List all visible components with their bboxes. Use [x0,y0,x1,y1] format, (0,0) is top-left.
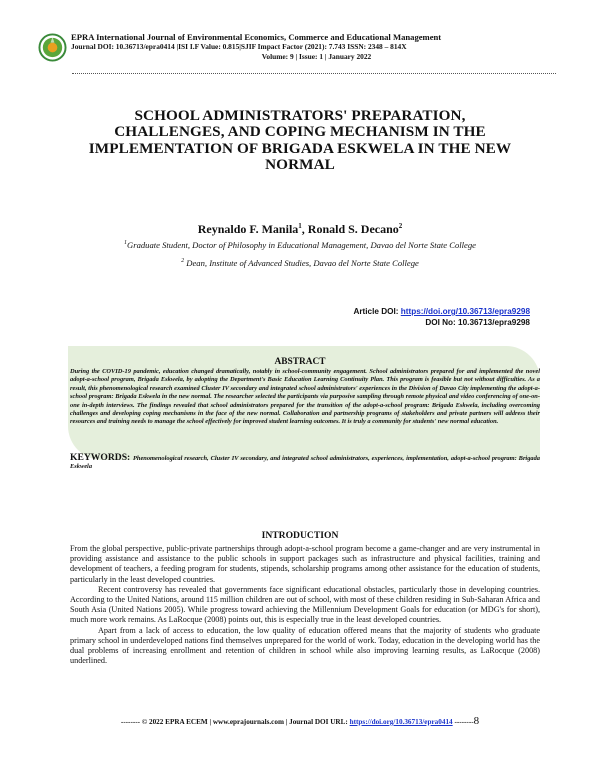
affiliation-text: Dean, Institute of Advanced Studies, Davao del Norte State College [184,258,419,268]
author-line [0,222,600,237]
intro-paragraph: From the global perspective, public-private partnerships through adopt-a-school program become a game-changer and are very instrumental in providing assistance and assistance to the public schools in support packages such as infrastructure and physical facilities, training and development of teachers, a feeding program for students, stipends, scholarship programs among other assistance for the education of students, particularly in the least developed countries. [70,544,540,584]
affiliation-sup: 2 [181,258,185,265]
footer-dashes: -------- [452,718,474,726]
page-footer [0,715,600,727]
volume-issue: Volume: 9 | Issue: 1 | January 2022 [261,51,372,61]
journal-name: EPRA International Journal of Environmental Economics, Commerce and Educational Management [71,32,442,42]
footer-doi-link[interactable]: https://doi.org/10.36713/epra0414 [349,718,453,726]
introduction-heading: INTRODUCTION [261,530,339,541]
affiliation-2 [40,258,560,268]
keywords [70,454,540,472]
affiliation-sup: 1 [124,240,128,247]
intro-paragraph: Apart from a lack of access to education, the low quality of education offered means that the majority of students who graduate primary school in underdeveloped nations find themselves unprepared for the world of work. Today, education in the developing world has the dual problems of increasing enrollment and retention of children in school while also improving learning results, as LaRocque (2008) underlined. [70,625,540,666]
article-doi-link[interactable]: https://doi.org/10.36713/epra9298 [400,307,530,316]
footer-text: -------- © 2022 EPRA ECEM | www.eprajournals.com | Journal DOI URL: [120,718,350,726]
article-doi-label: Article DOI: [353,307,401,316]
author-name: Reynaldo F. Manila [197,222,299,236]
article-doi [353,307,530,316]
intro-paragraph: Recent controversy has revealed that governments face significant educational obstacles, particularly those in developing countries. According to the United Nations, around 115 million children are out of school, with most of these children residing in Sub-Saharan Africa and South Asia (United Nations 2005). While progress toward achieving the Millennium Development Goals for education (or MDG's for short), much more work remains. As LaRocque (2008) points out, this is especially true in the least developed countries. [70,584,540,625]
journal-logo-icon [38,33,67,62]
introduction-body [70,544,540,666]
author-name: Ronald S. Decano [307,222,399,236]
affiliation-1 [40,240,560,250]
abstract-heading: ABSTRACT [274,357,326,367]
journal-header [38,33,562,75]
keywords-text: Phenomenological research, Cluster IV secondary, and integrated school administrators, experiences, implementation, adopt-a-school program: Brigada Eskwela [70,455,540,471]
paper-title: SCHOOL ADMINISTRATORS' PREPARATION, CHALLENGES, AND COPING MECHANISM IN THE IMPLEMENTATION OF BRIGADA ESKWELA IN THE NEW NORMAL [88,107,512,174]
abstract-text: During the COVID-19 pandemic, education changed dramatically, notably in school-community engagement. School administrators prepared for and implemented the novel adopt-a-school program, Brigada Eskwela, by adopting the Department's Basic Education Learning Continuity Plan. This program is feasible but not without difficulties. As a result, this phenomenological research examined Cluster IV secondary and integrated school administrators' experiences in the Division of Davao City implementing the adopt-a-school program: Brigada Eskwela in the new normal. The researcher selected the participants via purposive sampling through remote physical and video conferencing of one-on-one in-depth interviews. The findings revealed that school administrators prepared for the transition of the adopt-a-school program: Brigada Eskwela, including overcoming challenges and developing coping mechanisms in the face of the new normal. Collaboration and partnership programs of stakeholders and private partners will address their resources and training needs to manage the school effectively for improved student learning outcomes. It is truly a community for students' new normal education. [70,368,540,426]
keywords-label: KEYWORDS: [70,452,133,463]
page-number: 8 [473,715,480,727]
author-sup: 1 [298,222,302,230]
header-divider [72,73,556,74]
affiliation-text: Graduate Student, Doctor of Philosophy in Educational Management, Davao del Norte State College [127,240,476,250]
author-separator: , [301,222,308,236]
author-sup: 2 [398,222,403,230]
journal-meta: Journal DOI: 10.36713/epra0414 |ISI I.F Value: 0.815|SJIF Impact Factor (2021): 7.743 ISSN: 2348 – 814X [71,42,407,52]
doi-number: DOI No: 10.36713/epra9298 [425,318,530,327]
